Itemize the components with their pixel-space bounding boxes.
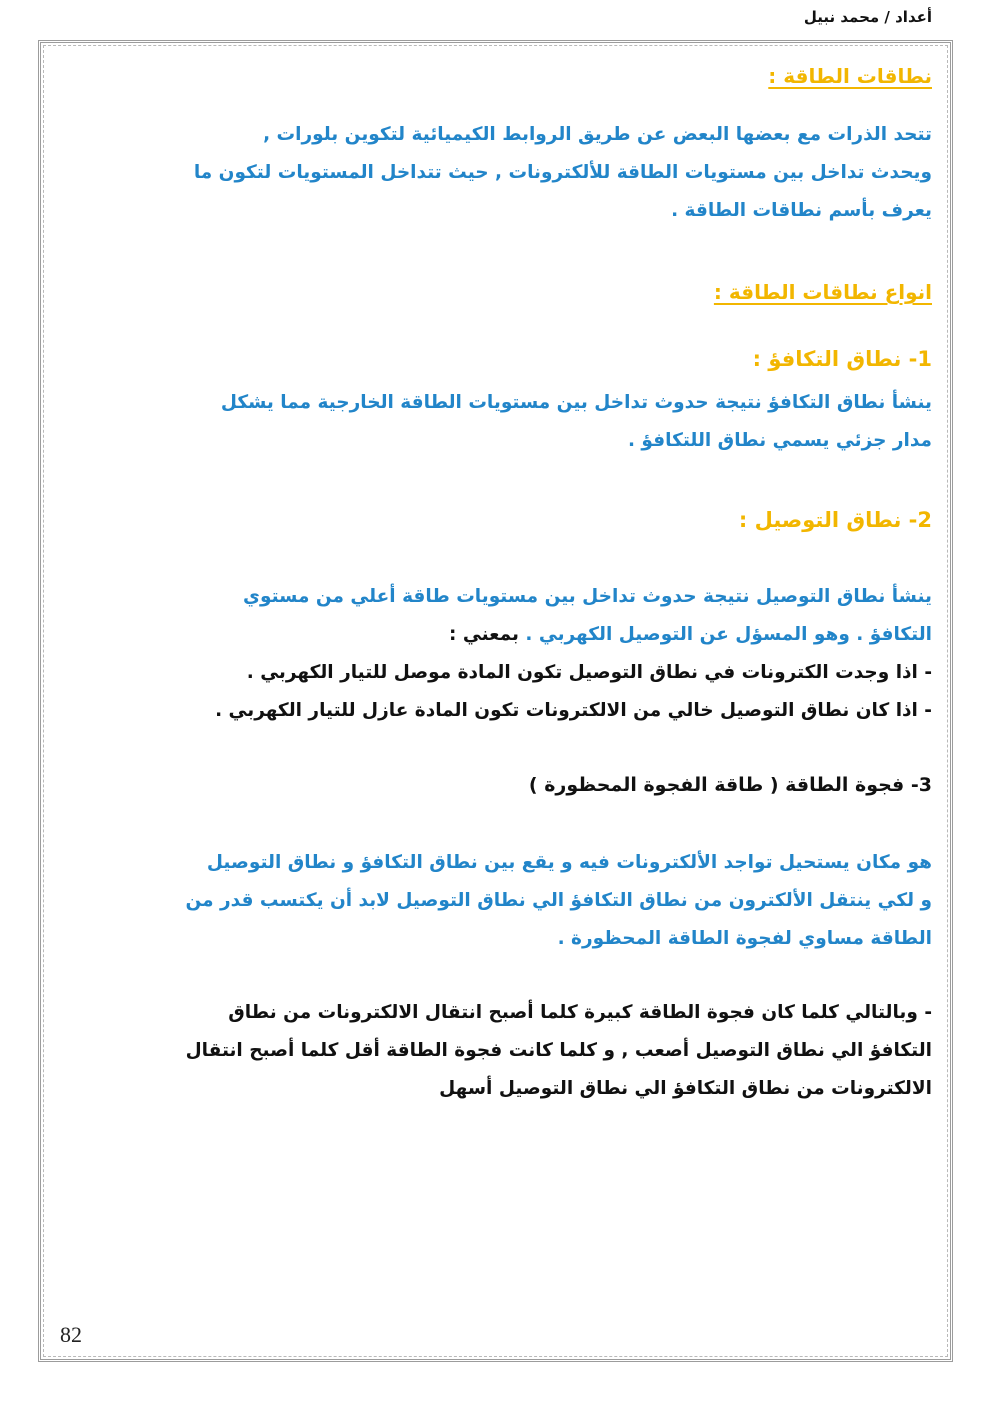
gap-line: هو مكان يستحيل تواجد الألكترونات فيه و يقع بين نطاق التكافؤ و نطاق التوصيل xyxy=(206,852,932,873)
conduction-line-blue: التكافؤ . وهو المسؤل عن التوصيل الكهربي . xyxy=(525,624,932,645)
gap-line: الطاقة مساوي لفجوة الطاقة المحظورة . xyxy=(557,928,932,949)
conclusion-paragraph xyxy=(60,994,932,1108)
intro-line: يعرف بأسم نطاقات الطاقة . xyxy=(671,200,932,221)
conduction-line-mixed xyxy=(60,616,932,654)
conclusion-line: التكافؤ الي نطاق التوصيل أصعب , و كلما كانت فجوة الطاقة أقل كلما أصبح انتقال xyxy=(185,1040,932,1061)
conclusion-line: - وبالتالي كلما كان فجوة الطاقة كبيرة كلما أصبح انتقال الالكترونات من نطاق xyxy=(228,1002,932,1023)
page-number: 82 xyxy=(60,1322,82,1347)
conduction-band-title: 2- نطاق التوصيل : xyxy=(738,508,932,532)
meaning-label: بمعني : xyxy=(449,624,519,645)
valence-band-title: 1- نطاق التكافؤ : xyxy=(752,347,932,371)
valence-band-paragraph xyxy=(60,384,932,460)
conduction-line: ينشأ نطاق التوصيل نتيجة حدوث تداخل بين مستويات طاقة أعلي من مستوي xyxy=(243,586,932,607)
valence-line: مدار جزئي يسمي نطاق اللتكافؤ . xyxy=(627,430,932,451)
energy-bands-heading: نطاقات الطاقة : xyxy=(768,64,932,88)
conduction-bullet: - اذا وجدت الكترونات في نطاق التوصيل تكون المادة موصل للتيار الكهربي . xyxy=(246,662,932,683)
energy-gap-title: 3- فجوة الطاقة ( طاقة الفجوة المحظورة ) xyxy=(528,774,932,796)
valence-line: ينشأ نطاق التكافؤ نتيجة حدوث تداخل بين مستويات الطاقة الخارجية مما يشكل xyxy=(220,392,932,413)
conduction-band-paragraph xyxy=(60,578,932,730)
author-credit: أعداد / محمد نبيل xyxy=(803,8,932,26)
intro-line: تتحد الذرات مع بعضها البعض عن طريق الروابط الكيميائية لتكوين بلورات , xyxy=(263,124,932,145)
gap-line: و لكي ينتقل الألكترون من نطاق التكافؤ الي نطاق التوصيل لابد أن يكتسب قدر من xyxy=(185,890,932,911)
conduction-bullet: - اذا كان نطاق التوصيل خالي من الالكترونات تكون المادة عازل للتيار الكهربي . xyxy=(215,700,932,721)
band-types-heading: انواع نطاقات الطاقة : xyxy=(713,280,932,304)
energy-gap-paragraph xyxy=(60,844,932,958)
conclusion-line: الالكترونات من نطاق التكافؤ الي نطاق التوصيل أسهل xyxy=(439,1078,932,1099)
intro-line: ويحدث تداخل بين مستويات الطاقة للألكترونات , حيث تتداخل المستويات لتكون ما xyxy=(193,162,932,183)
intro-paragraph xyxy=(60,116,932,230)
